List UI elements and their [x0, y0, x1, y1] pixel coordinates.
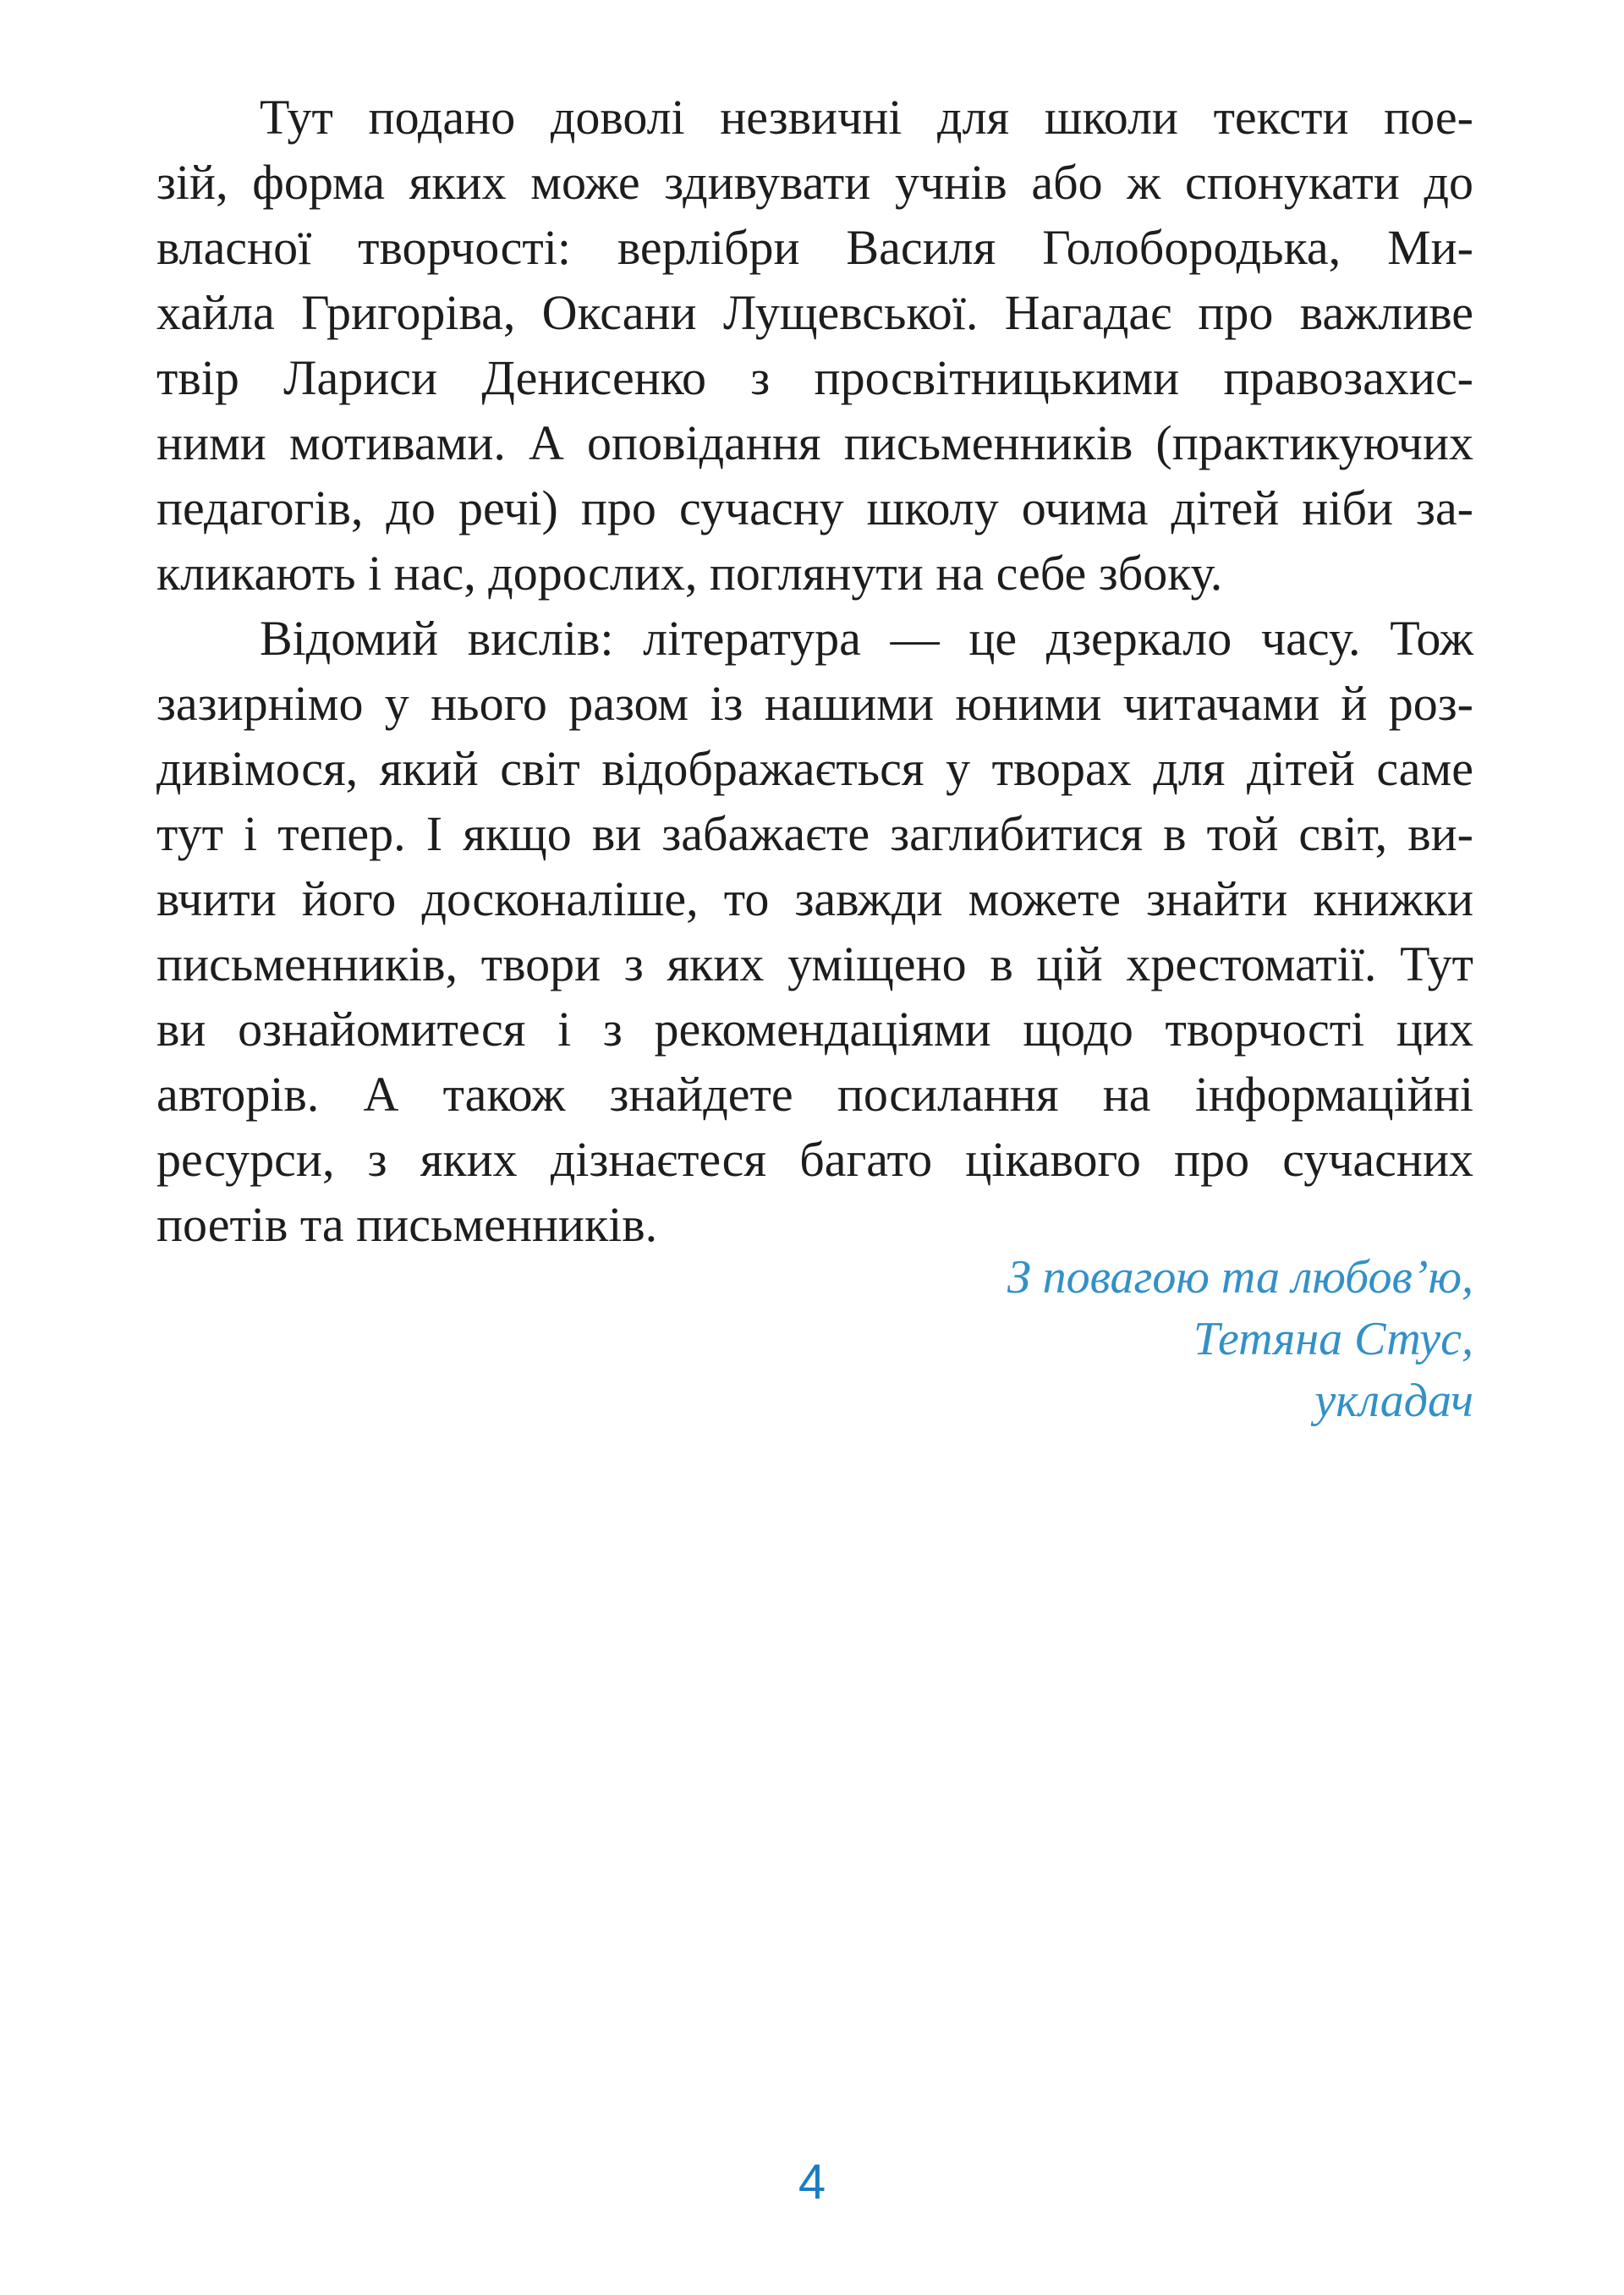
compiler-signature: [628, 1247, 1473, 1432]
text-line: зій, форма яких може здивувати учнів або ж спонукати до: [156, 155, 1473, 210]
text-line: дивімося, який світ відображається у творах для дітей саме: [156, 741, 1473, 796]
text-line: педагогів, до речі) про сучасну школу очима дітей ніби за-: [156, 480, 1473, 535]
text-line: хайла Григоріва, Оксани Лущевської. Нагадає про важливе: [156, 285, 1473, 340]
text-line: поетів та письменників.: [156, 1197, 658, 1252]
text-line: власної творчості: верлібри Василя Голобородька, Ми-: [156, 220, 1473, 275]
paragraph: [156, 606, 1473, 1257]
text-line: вчити його досконаліше, то завжди можете знайти книжки: [156, 871, 1473, 926]
text-line: Відомий вислів: література — це дзеркало часу. Тож: [260, 611, 1473, 666]
body-text: [156, 85, 1473, 1257]
text-line: твір Лариси Денисенко з просвітницькими правозахис-: [156, 350, 1473, 405]
text-line: ресурси, з яких дізнаєтеся багато цікавого про сучасних: [156, 1132, 1473, 1187]
text-line: письменників, твори з яких уміщено в цій хрестоматії. Тут: [156, 936, 1473, 991]
text-line: Тут подано доволі незвичні для школи тексти пое-: [260, 90, 1473, 145]
signature-line-salutation: З повагою та любов’ю,: [1007, 1251, 1473, 1304]
page-number: 4: [798, 2155, 826, 2210]
signature-line-name: Тетяна Стус,: [1193, 1313, 1473, 1365]
paragraph: [156, 85, 1473, 606]
text-line: тут і тепер. І якщо ви забажаєте заглибитися в той світ, ви-: [156, 806, 1473, 861]
text-line: ви ознайомитеся і з рекомендаціями щодо творчості цих: [156, 1002, 1473, 1057]
text-line: авторів. А також знайдете посилання на інформаційні: [156, 1067, 1473, 1122]
text-line: кликають і нас, дорослих, поглянути на себе збоку.: [156, 546, 1223, 601]
text-line: ними мотивами. А оповідання письменників (практикуючих: [156, 415, 1473, 470]
signature-line-role: укладач: [1314, 1375, 1473, 1427]
text-line: зазирнімо у нього разом із нашими юними читачами й роз-: [156, 676, 1473, 731]
